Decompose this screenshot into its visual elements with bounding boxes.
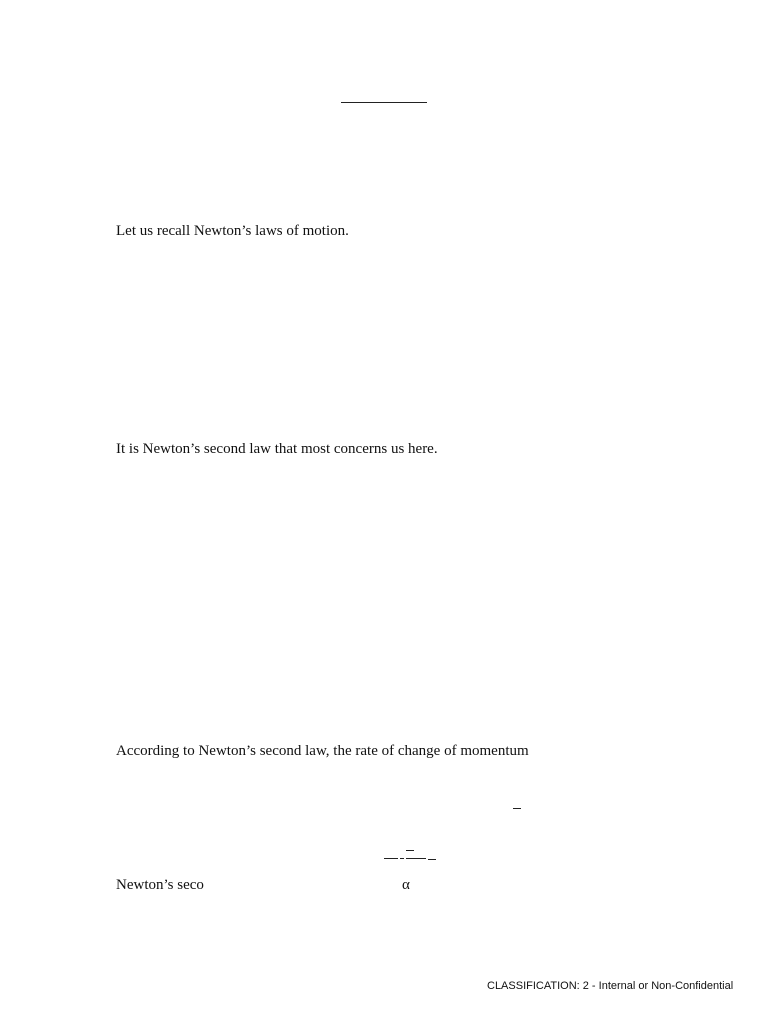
- fraction-bar-segment: [406, 858, 426, 859]
- fraction-bar-segment: [400, 858, 404, 859]
- title-underline: [341, 102, 427, 103]
- paragraph-second-law: It is Newton’s second law that most concerns us here.: [116, 441, 438, 457]
- proportional-symbol: α: [402, 877, 410, 893]
- paragraph-rate-of-change: According to Newton’s second law, the rate of change of momentum: [116, 743, 529, 759]
- equation-fragment-dash: [513, 808, 521, 809]
- fraction-bar-segment: [428, 859, 436, 860]
- classification-label: CLASSIFICATION: 2 - Internal or Non-Confidential: [487, 980, 734, 992]
- equation-fraction-fragment: [384, 842, 436, 860]
- fraction-bar-segment: [384, 858, 398, 859]
- paragraph-newtons-seco: Newton’s seco: [116, 877, 204, 893]
- fraction-bar-segment: [406, 850, 414, 851]
- paragraph-laws-of-motion: Let us recall Newton’s laws of motion.: [116, 223, 349, 239]
